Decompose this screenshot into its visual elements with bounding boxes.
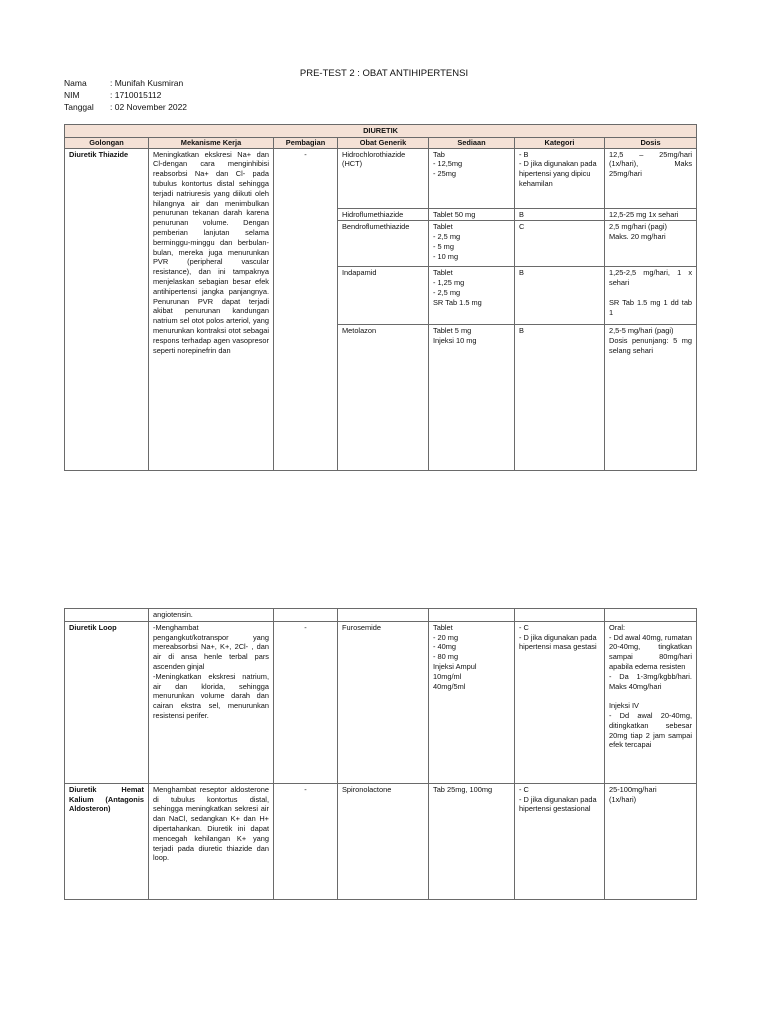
obat-cell: Hidroflumethiazide xyxy=(338,208,429,221)
mekanisme-cell: Menghambat reseptor aldosterone di tubulus kontortus distal, sehingga meningkatkan sekresi air dan NaCl, sedangkan K+ dan H+ dipertahankan. Diuretik ini dapat mencegah kehilangan K+ yang terjadi pada diuretic thiazide dan loop. xyxy=(149,783,274,899)
pembagian-cell: - xyxy=(274,621,338,783)
dosis-line: Dosis penunjang: 5 mg selang sehari xyxy=(609,336,693,355)
diuretik-table-part2 xyxy=(64,608,697,900)
sediaan-line: Tab xyxy=(433,149,445,159)
kategori-line: - C xyxy=(519,784,529,794)
dosis-cell xyxy=(605,325,697,471)
diuretik-table-part1 xyxy=(64,124,697,471)
col-header-mekanisme: Mekanisme Kerja xyxy=(149,137,274,148)
dosis-cell xyxy=(605,609,697,622)
kategori-line: - D jika digunakan pada hipertensi masa gestasi xyxy=(519,632,597,652)
table-row xyxy=(65,783,697,899)
dosis-line: 2,5 mg/hari (pagi) xyxy=(609,222,667,232)
kategori-line: - C xyxy=(519,622,529,632)
sediaan-line: - 25mg xyxy=(433,169,457,179)
sediaan-line: - 80 mg xyxy=(433,652,459,662)
kategori-cell xyxy=(515,621,605,783)
sediaan-line: Tablet xyxy=(433,268,453,278)
sediaan-cell xyxy=(429,621,515,783)
dosis-line: Maks. 20 mg/hari xyxy=(609,232,666,242)
sediaan-line: - 10 mg xyxy=(433,251,459,261)
sediaan-line: Injeksi Ampul xyxy=(433,661,477,671)
golongan-cell: Diuretik Hemat Kalium (Antagonis Aldosteron) xyxy=(65,783,149,899)
obat-cell: Spironolactone xyxy=(338,783,429,899)
kategori-line: - B xyxy=(519,149,529,159)
sediaan-line: Tablet xyxy=(433,222,453,232)
kategori-cell xyxy=(515,609,605,622)
col-header-dosis: Dosis xyxy=(605,137,697,148)
table-row xyxy=(65,148,697,208)
sediaan-line: 40mg/5ml xyxy=(433,681,466,691)
dosis-line: 25-100mg/hari xyxy=(609,784,657,794)
sediaan-line: - 2,5 mg xyxy=(433,232,461,242)
mekanisme-line: -Meningkatkan ekskresi natrium, air dan klorida, sehingga menurunkan volume darah dan cairan ekstra sel, menurunkan resistensi perifer. xyxy=(153,671,269,720)
obat-cell: Metolazon xyxy=(338,325,429,471)
dosis-line: - Dd awal 40mg, rumatan 20-40mg, tingkatkan sampai 80mg/hari apabila edema resisten xyxy=(609,632,692,671)
sediaan-cell xyxy=(429,609,515,622)
dosis-line: - Dd awal 20-40mg, ditingkatkan sebesar 20mg tiap 2 jam sampai efek tercapai xyxy=(609,710,692,750)
pembagian-cell xyxy=(274,609,338,622)
meta-nama xyxy=(64,78,183,88)
dosis-spacer xyxy=(609,691,692,701)
sediaan-line: - 2,5 mg xyxy=(433,287,461,297)
mekanisme-cell xyxy=(149,621,274,783)
dosis-cell xyxy=(605,221,697,267)
obat-cell: Bendroflumethiazide xyxy=(338,221,429,267)
meta-value: : Munifah Kusmiran xyxy=(110,78,184,88)
sediaan-line: Tablet 5 mg xyxy=(433,326,472,336)
dosis-cell xyxy=(605,783,697,899)
meta-value: : 02 November 2022 xyxy=(110,102,188,112)
sediaan-cell xyxy=(429,267,515,325)
dosis-line: (1x/hari) xyxy=(609,794,637,804)
golongan-cell xyxy=(65,609,149,622)
sediaan-cell: Tablet 50 mg xyxy=(429,208,515,221)
sediaan-line: - 40mg xyxy=(433,642,457,652)
meta-tanggal xyxy=(64,102,187,112)
sediaan-cell xyxy=(429,325,515,471)
dosis-line: - Da 1-3mg/kgbb/hari. Maks 40mg/hari xyxy=(609,671,692,691)
sediaan-line: Tablet xyxy=(433,622,453,632)
dosis-spacer xyxy=(609,288,692,298)
col-header-obat: Obat Generik xyxy=(338,137,429,148)
col-header-golongan: Golongan xyxy=(65,137,149,148)
obat-cell xyxy=(338,609,429,622)
pembagian-cell: - xyxy=(274,148,338,471)
sediaan-line: 10mg/ml xyxy=(433,671,462,681)
mekanisme-continuation: angiotensin. xyxy=(149,609,274,622)
kategori-cell: C xyxy=(515,221,605,267)
sediaan-line: - 20 mg xyxy=(433,632,459,642)
obat-cell: Furosemide xyxy=(338,621,429,783)
sediaan-cell xyxy=(429,148,515,208)
sediaan-line: - 1,25 mg xyxy=(433,278,465,288)
dosis-cell: 12,5-25 mg 1x sehari xyxy=(605,208,697,221)
sediaan-line: SR Tab 1.5 mg xyxy=(433,297,482,307)
dosis-cell xyxy=(605,267,697,325)
section-header: DIURETIK xyxy=(65,125,697,138)
golongan-cell: Diuretik Thiazide xyxy=(65,148,149,471)
meta-label: Nama xyxy=(64,78,87,88)
kategori-line: - D jika digunakan pada hipertensi gestasional xyxy=(519,794,597,814)
dosis-line: 2,5-5 mg/hari (pagi) xyxy=(609,326,674,336)
meta-value: : 1710015112 xyxy=(110,90,162,100)
dosis-cell xyxy=(605,621,697,783)
meta-nim xyxy=(64,90,161,100)
mekanisme-cell: Meningkatkan ekskresi Na+ dan Cl-dengan cara menginhibisi reabsorbsi Na+ dan Cl- pada tubulus kontortus distal sehingga terjadi natriuresis yang diikuti oleh hilangnya air dan menimbulkan penurunan tekanan darah karena penurunan volume. Dengan pemberian lanjutan selama berminggu-minggu dan berbulan-bulan, mereka juga menurunkan PVR (peripheral vascular resistance), dan ini tampaknya menjelaskan sebagian besar efek antihipertensi jangka panjangnya. Penurunan PVR dapat terjadi akibat penurunan kandungan natrium sel otot polos arteriol, yang menurunkan kontraksi otot sebagai respons terhadap agen vasopresor seperti norepinefrin dan xyxy=(149,148,274,471)
dosis-line: Oral: xyxy=(609,622,626,632)
kategori-cell: B xyxy=(515,208,605,221)
dosis-line: 1,25-2,5 mg/hari, 1 x sehari xyxy=(609,268,693,288)
kategori-cell xyxy=(515,783,605,899)
obat-cell: Hidrochlorothiazide (HCT) xyxy=(338,148,429,208)
col-header-pembagian: Pembagian xyxy=(274,137,338,148)
sediaan-line: - 5 mg xyxy=(433,241,454,251)
sediaan-cell: Tab 25mg, 100mg xyxy=(429,783,515,899)
table-row xyxy=(65,621,697,783)
dosis-line: SR Tab 1.5 mg 1 dd tab 1 xyxy=(609,297,693,317)
col-header-sediaan: Sediaan xyxy=(429,137,515,148)
meta-label: NIM xyxy=(64,90,80,100)
kategori-cell: B xyxy=(515,267,605,325)
sediaan-line: Injeksi 10 mg xyxy=(433,336,477,346)
golongan-cell: Diuretik Loop xyxy=(65,621,149,783)
kategori-cell: B xyxy=(515,325,605,471)
sediaan-cell xyxy=(429,221,515,267)
obat-cell: Indapamid xyxy=(338,267,429,325)
kategori-line: - D jika digunakan pada hipertensi yang dipicu kehamilan xyxy=(519,159,597,188)
table-row xyxy=(65,609,697,622)
pembagian-cell: - xyxy=(274,783,338,899)
meta-label: Tanggal xyxy=(64,102,94,112)
kategori-cell xyxy=(515,148,605,208)
dosis-cell: 12,5 – 25mg/hari (1x/hari), Maks 25mg/hari xyxy=(605,148,697,208)
mekanisme-line: -Menghambat pengangkut/kotranspor yang mereabsorbsi Na+, K+, 2Cl- , dan air di ansa henle terbal pars ascenden ginjal xyxy=(153,622,269,671)
dosis-line: Injeksi IV xyxy=(609,701,639,711)
page-title: PRE-TEST 2 : OBAT ANTIHIPERTENSI xyxy=(299,68,469,79)
col-header-kategori: Kategori xyxy=(515,137,605,148)
sediaan-line: - 12,5mg xyxy=(433,159,463,169)
